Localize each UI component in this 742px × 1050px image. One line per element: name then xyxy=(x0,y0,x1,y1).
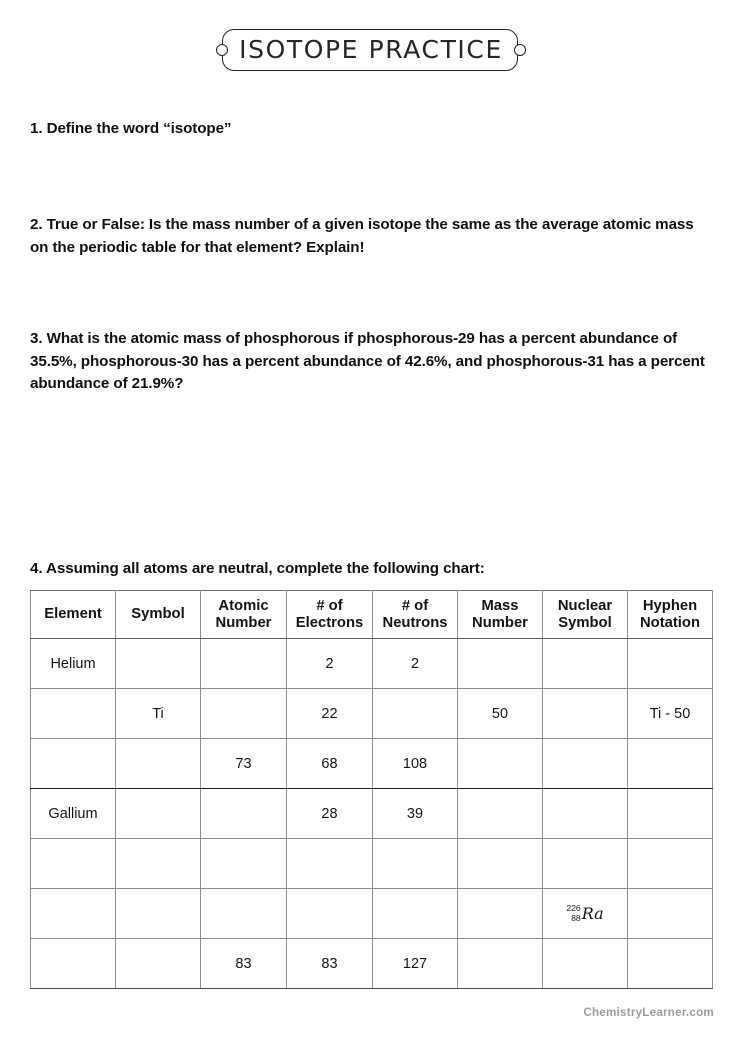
cell-neutrons[interactable] xyxy=(373,889,458,939)
nuclide-atomic-number: 88 xyxy=(571,912,581,923)
table-row xyxy=(31,739,713,789)
column-header-nuclear-symbol xyxy=(543,591,628,639)
cell-element[interactable] xyxy=(31,739,116,789)
cell-element[interactable]: Gallium xyxy=(31,789,116,839)
column-header-line: Nuclear xyxy=(557,597,613,614)
cell-nuclear-symbol[interactable] xyxy=(543,939,628,989)
cell-mass-number[interactable] xyxy=(458,739,543,789)
cell-neutrons[interactable]: 2 xyxy=(373,639,458,689)
cell-electrons[interactable]: 83 xyxy=(287,939,373,989)
cell-hyphen-notation[interactable] xyxy=(628,889,713,939)
cell-atomic-number[interactable]: 83 xyxy=(201,939,287,989)
column-header-neutrons xyxy=(373,591,458,639)
table-row xyxy=(31,789,713,839)
cell-element[interactable] xyxy=(31,839,116,889)
cell-symbol[interactable] xyxy=(116,739,201,789)
cell-nuclear-symbol[interactable] xyxy=(543,739,628,789)
column-header-hyphen-notation xyxy=(628,591,713,639)
cell-hyphen-notation[interactable] xyxy=(628,739,713,789)
cell-symbol[interactable] xyxy=(116,639,201,689)
cell-atomic-number[interactable] xyxy=(201,839,287,889)
cell-element[interactable] xyxy=(31,689,116,739)
column-header-line: Notation xyxy=(640,614,700,631)
cell-nuclear-symbol[interactable] xyxy=(543,839,628,889)
cell-neutrons[interactable] xyxy=(373,839,458,889)
table-row xyxy=(31,939,713,989)
question-3: 3. What is the atomic mass of phosphorous if phosphorous-29 has a percent abundance of 35.5%, phosphorous-30 has a percent abundance of 42.6%, and phosphorous-31 has a percent abundance of 21.9%? xyxy=(30,330,705,392)
column-header-line: Number xyxy=(215,614,272,631)
cell-neutrons[interactable]: 39 xyxy=(373,789,458,839)
cell-symbol[interactable] xyxy=(116,889,201,939)
column-header-line: Hyphen xyxy=(642,597,698,614)
nuclide-element-symbol: Ra xyxy=(581,903,604,923)
cell-element[interactable] xyxy=(31,939,116,989)
cell-electrons[interactable] xyxy=(287,889,373,939)
cell-hyphen-notation[interactable] xyxy=(628,639,713,689)
nuclide-notation xyxy=(566,904,603,924)
cell-hyphen-notation[interactable] xyxy=(628,839,713,889)
column-header-line: Symbol xyxy=(131,606,185,623)
title-banner xyxy=(0,26,742,76)
column-header-line: Electrons xyxy=(295,614,364,631)
cell-nuclear-symbol[interactable] xyxy=(543,689,628,739)
cell-hyphen-notation[interactable] xyxy=(628,939,713,989)
cell-nuclear-symbol[interactable] xyxy=(543,789,628,839)
nuclide-numbers xyxy=(566,904,580,924)
cell-atomic-number[interactable] xyxy=(201,639,287,689)
table-row xyxy=(31,689,713,739)
cell-hyphen-notation[interactable] xyxy=(628,789,713,839)
table-row xyxy=(31,839,713,889)
column-header-line: Symbol xyxy=(558,614,612,631)
cell-electrons[interactable]: 28 xyxy=(287,789,373,839)
column-header-atomic-number xyxy=(201,591,287,639)
cell-symbol[interactable] xyxy=(116,789,201,839)
cell-symbol[interactable]: Ti xyxy=(116,689,201,739)
nuclide-mass-number: 226 xyxy=(566,902,581,913)
question-2: 2. True or False: Is the mass number of a given isotope the same as the average atomic mass on the periodic table for that element? Explain! xyxy=(30,216,694,256)
cell-electrons[interactable]: 2 xyxy=(287,639,373,689)
column-header-line: Element xyxy=(44,606,102,623)
cell-electrons[interactable]: 22 xyxy=(287,689,373,739)
question-1: 1. Define the word “isotope” xyxy=(30,120,232,137)
isotope-chart xyxy=(30,590,713,989)
table-row xyxy=(31,889,713,939)
cell-mass-number[interactable] xyxy=(458,889,543,939)
cell-atomic-number[interactable] xyxy=(201,689,287,739)
site-credit: ChemistryLearner.com xyxy=(583,1006,714,1019)
column-header-line: Mass xyxy=(481,597,519,614)
cell-mass-number[interactable] xyxy=(458,639,543,689)
column-header-element xyxy=(31,591,116,639)
cell-mass-number[interactable]: 50 xyxy=(458,689,543,739)
cell-atomic-number[interactable] xyxy=(201,889,287,939)
table-body xyxy=(31,639,713,989)
cell-nuclear-symbol[interactable] xyxy=(543,889,628,939)
banner-graphic xyxy=(212,29,530,73)
question-4: 4. Assuming all atoms are neutral, complete the following chart: xyxy=(30,560,485,577)
column-header-electrons xyxy=(287,591,373,639)
column-header-symbol xyxy=(116,591,201,639)
cell-electrons[interactable]: 68 xyxy=(287,739,373,789)
table-header-row xyxy=(31,591,713,639)
column-header-line: Atomic xyxy=(218,597,269,614)
column-header-mass-number xyxy=(458,591,543,639)
column-header-line: Neutrons xyxy=(382,614,448,631)
page-title: ISOTOPE PRACTICE xyxy=(239,35,503,64)
cell-nuclear-symbol[interactable] xyxy=(543,639,628,689)
cell-mass-number[interactable] xyxy=(458,839,543,889)
cell-neutrons[interactable] xyxy=(373,689,458,739)
cell-atomic-number[interactable]: 73 xyxy=(201,739,287,789)
cell-symbol[interactable] xyxy=(116,839,201,889)
cell-mass-number[interactable] xyxy=(458,789,543,839)
cell-neutrons[interactable]: 127 xyxy=(373,939,458,989)
cell-element[interactable] xyxy=(31,889,116,939)
cell-mass-number[interactable] xyxy=(458,939,543,989)
table-row xyxy=(31,639,713,689)
column-header-line: Number xyxy=(472,614,528,631)
cell-atomic-number[interactable] xyxy=(201,789,287,839)
cell-electrons[interactable] xyxy=(287,839,373,889)
column-header-line: # of xyxy=(316,597,343,614)
cell-hyphen-notation[interactable]: Ti - 50 xyxy=(628,689,713,739)
cell-neutrons[interactable]: 108 xyxy=(373,739,458,789)
column-header-line: # of xyxy=(401,597,429,614)
cell-element[interactable]: Helium xyxy=(31,639,116,689)
cell-symbol[interactable] xyxy=(116,939,201,989)
